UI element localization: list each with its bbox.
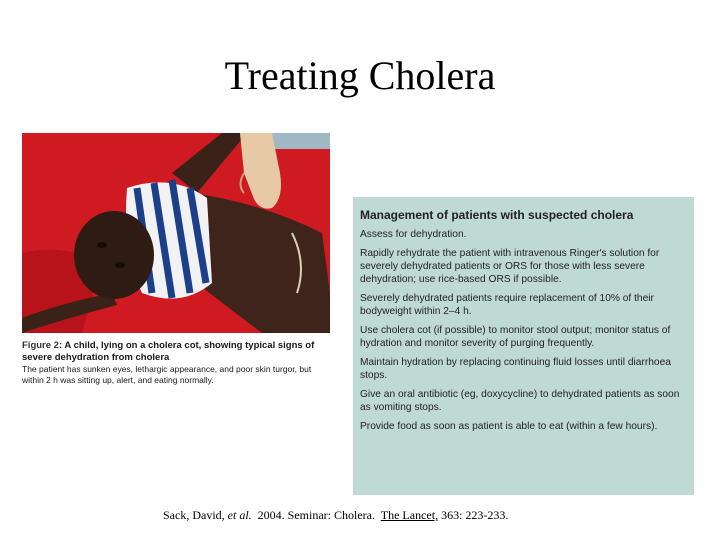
panel-item: Severely dehydrated patients require replacement of 10% of their bodyweight within 2–4 h. xyxy=(360,293,654,317)
panel-item: Maintain hydration by replacing continuing fluid losses until diarrhoea stops. xyxy=(360,357,671,381)
child-head xyxy=(74,211,154,299)
figure-caption-body: The patient has sunken eyes, lethargic appearance, and poor skin turgor, but within 2 h was sitting up, alert, and eating normally. xyxy=(22,364,312,385)
slide-title: Treating Cholera xyxy=(224,53,496,98)
citation-et-al: et al. xyxy=(227,508,252,522)
figure-caption xyxy=(22,340,334,385)
figure-label: Figure 2: xyxy=(22,340,63,351)
panel-item: Assess for dehydration. xyxy=(360,229,467,240)
citation-journal: The Lancet, xyxy=(380,508,439,522)
citation-authors: Sack, David, xyxy=(163,508,225,522)
citation xyxy=(163,508,508,523)
panel-item: Give an oral antibiotic (eg, doxycycline) to dehydrated patients as soon as vomiting stops. xyxy=(360,389,680,413)
citation-year-series: 2004. Seminar: Cholera. xyxy=(257,508,375,522)
panel-title: Management of patients with suspected cholera xyxy=(360,208,634,222)
figure-caption-title: A child, lying on a cholera cot, showing typical signs of severe dehydration from cholera xyxy=(22,340,315,363)
citation-volume-pages: 363: 223-233. xyxy=(441,508,509,522)
panel-item: Use cholera cot (if possible) to monitor stool output; monitor status of hydration and monitor severity of purging frequently. xyxy=(360,325,671,349)
panel-item: Rapidly rehydrate the patient with intravenous Ringer's solution for severely dehydrated patients or ORS for those with less severe dehydration; use rice-based ORS if possible. xyxy=(360,248,660,285)
patient-photo xyxy=(22,133,330,333)
panel-item: Provide food as soon as patient is able to eat (within a few hours). xyxy=(360,421,658,432)
management-panel xyxy=(353,197,694,495)
